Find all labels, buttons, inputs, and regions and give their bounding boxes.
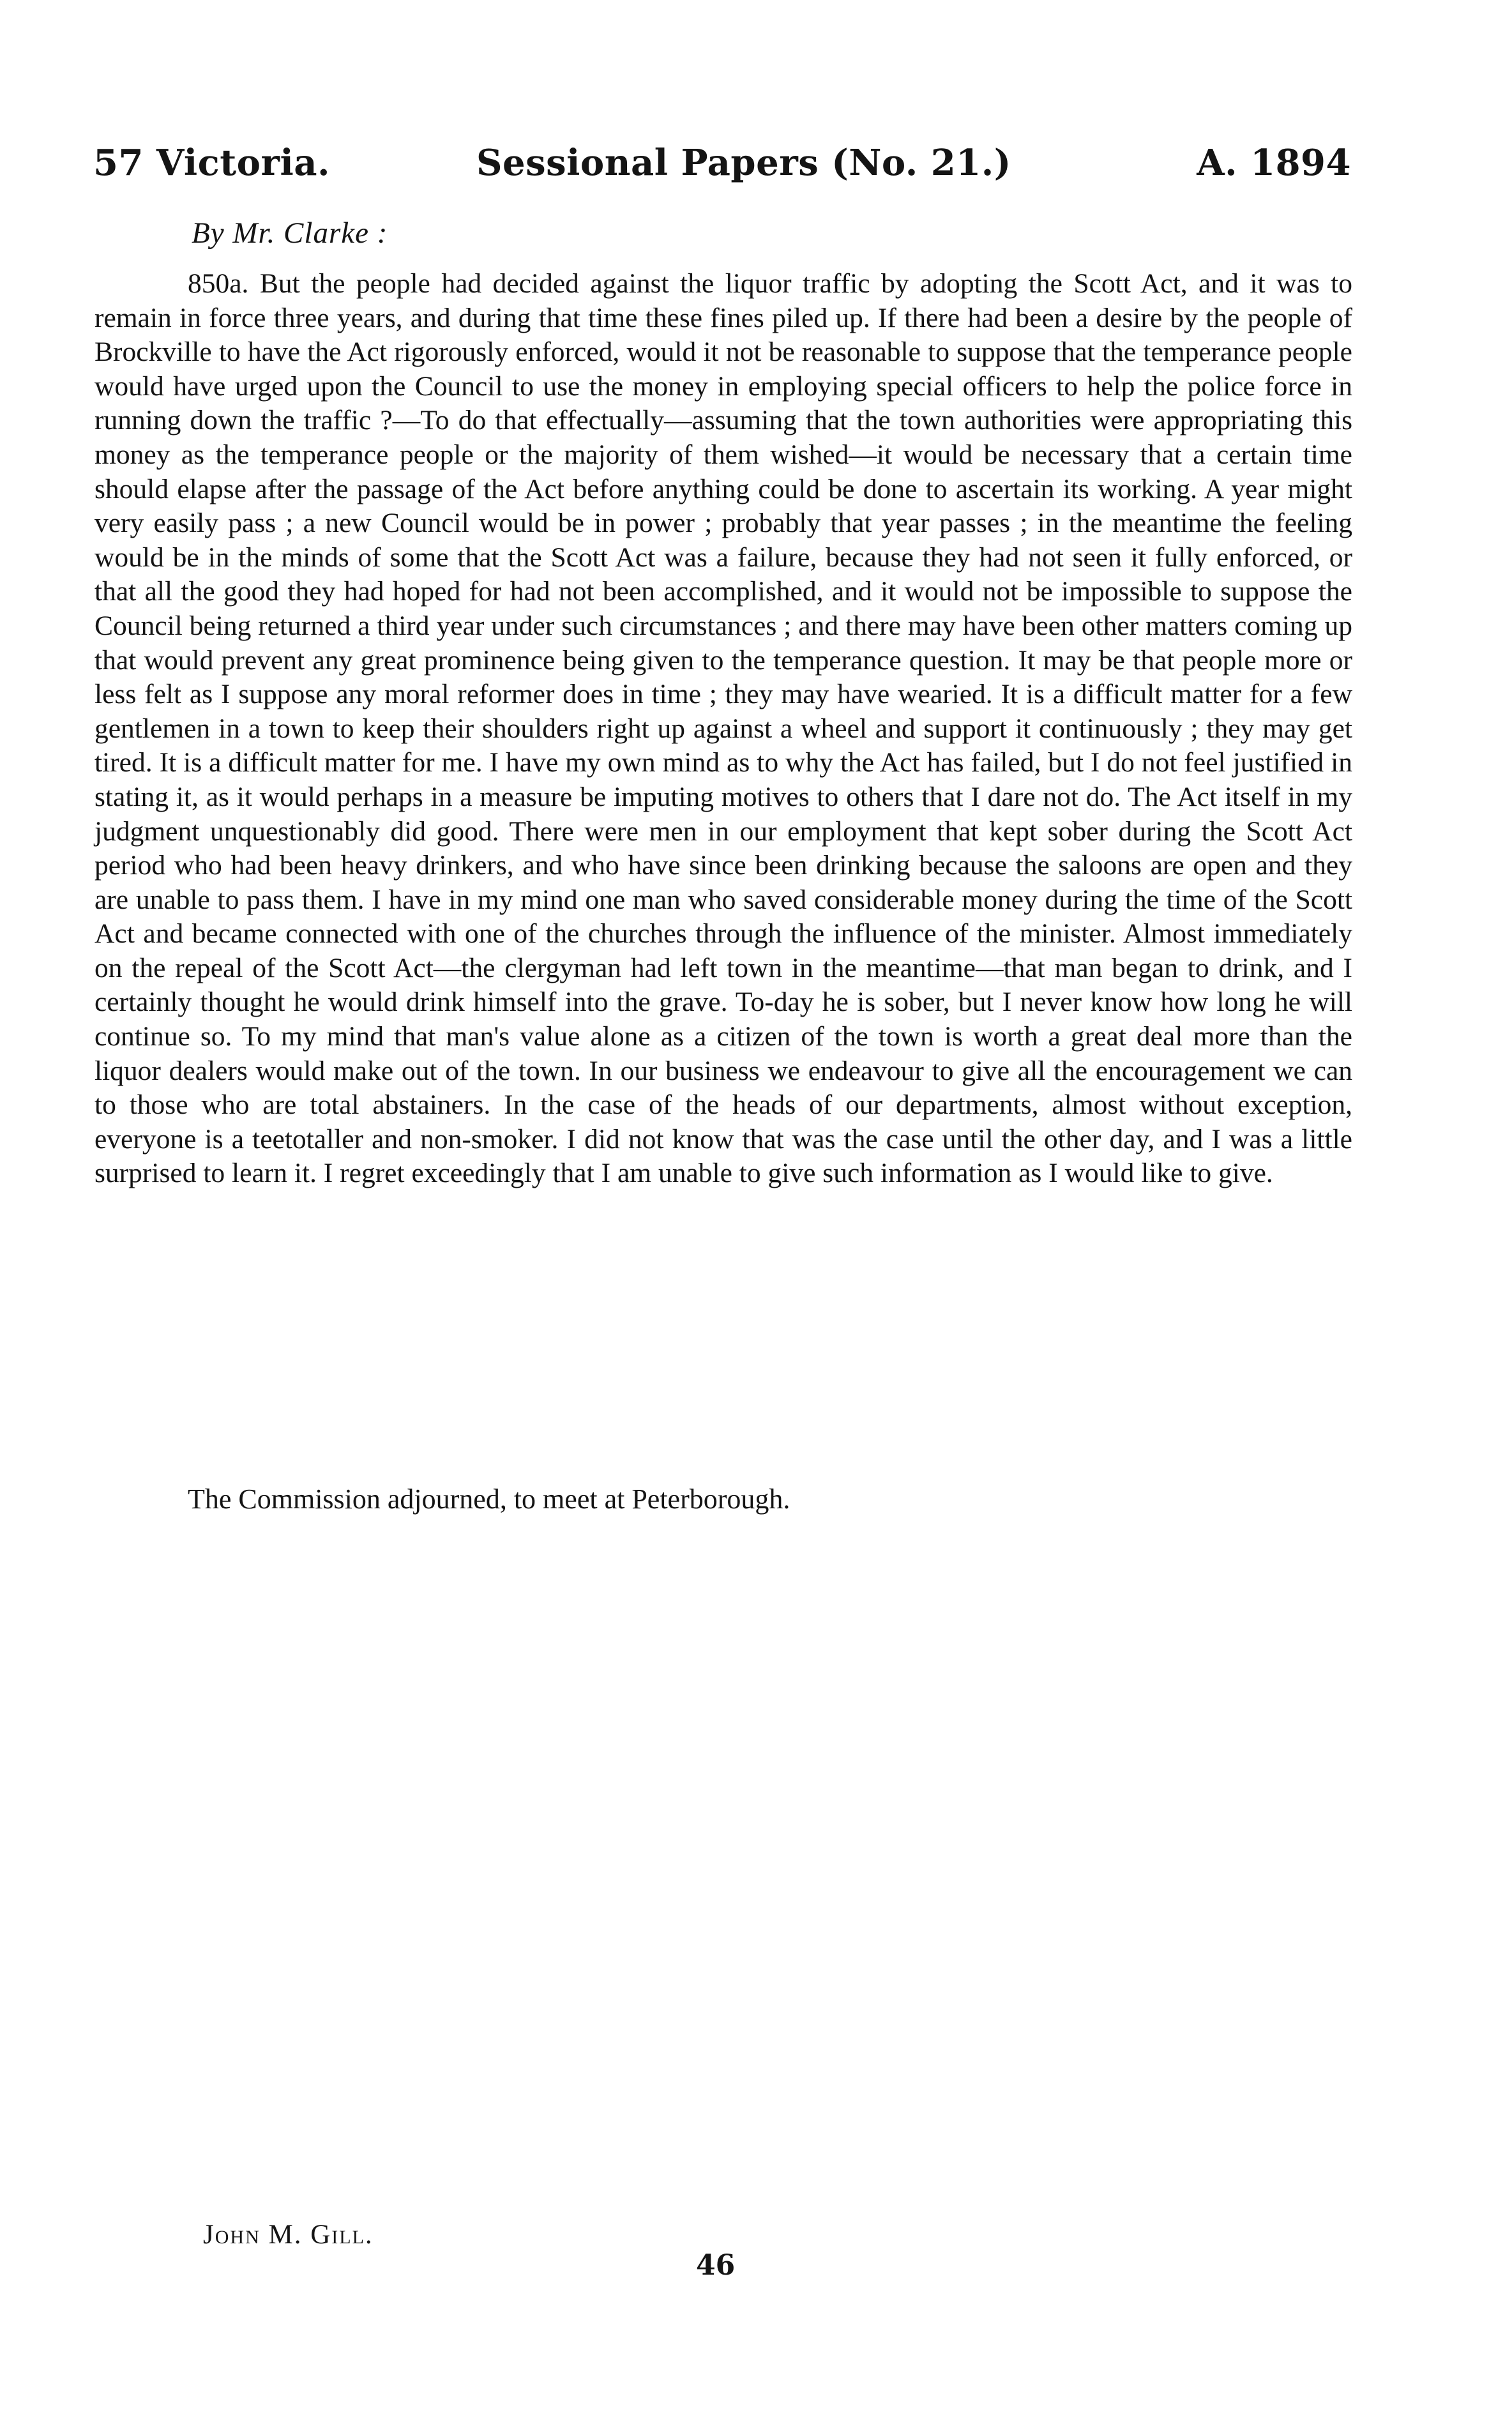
header-year: A. 1894 [1197, 142, 1351, 184]
witness-signature: John M. Gill. [203, 2220, 374, 2250]
examiner-heading: By Mr. Clarke : [192, 216, 388, 250]
header-title: Sessional Papers (No. 21.) [476, 142, 1011, 184]
adjournment-note: The Commission adjourned, to meet at Peterborough. [188, 1483, 790, 1515]
page-header [93, 134, 1351, 192]
page-number: 46 [696, 2249, 736, 2282]
testimony-paragraph: 850a. But the people had decided against the liquor traffic by adopting the Scott Act, and it was to remain in force three years, and during that time these fines piled up. If there had been a desire by the people of Brockville to have the Act rigorously enforced, would it not be reasonable to suppose that the temperance people would have urged upon the Council to use the money in employing special officers to help the police force in running down the traffic ?—To do that effectually—assuming that the town authorities were appropriating this money as the temperance people or the majority of them wished—it would be necessary that a certain time should elapse after the passage of the Act before anything could be done to ascertain its working. A year might very easily pass ; a new Council would be in power ; probably that year passes ; in the meantime the feeling would be in the minds of some that the Scott Act was a failure, because they had not seen it fully enforced, or that all the good they had hoped for had not been accomplished, and it would not be impossible to suppose the Council being returned a third year under such circumstances ; and there may have been other matters coming up that would prevent any great prominence being given to the temperance question. It may be that people more or less felt as I suppose any moral reformer does in time ; they may have wearied. It is a difficult matter for a few gentlemen in a town to keep their shoulders right up against a wheel and support it continuously ; they may get tired. It is a difficult matter for me. I have my own mind as to why the Act has failed, but I do not feel justified in stating it, as it would perhaps in a measure be imputing motives to others that I dare not do. The Act itself in my judgment unquestionably did good. There were men in our employment that kept sober during the Scott Act period who had been heavy drinkers, and who have since been drinking because the saloons are open and they are unable to pass them. I have in my mind one man who saved considerable money during the time of the Scott Act and became connected with one of the churches through the influence of the minister. Almost immediately on the repeal of the Scott Act—the clergyman had left town in the meantime—that man began to drink, and I certainly thought he would drink himself into the grave. To-day he is sober, but I never know how long he will continue so. To my mind that man's value alone as a citizen of the town is worth a great deal more than the liquor dealers would make out of the town. In our business we endeavour to give all the encouragement we can to those who are total abstainers. In the case of the heads of our departments, almost without exception, everyone is a teetotaller and non-smoker. I did not know that was the case until the other day, and I was a little surprised to learn it. I regret exceedingly that I am unable to give such information as I would like to give. [94, 268, 1352, 1189]
header-session: 57 Victoria. [93, 142, 331, 184]
